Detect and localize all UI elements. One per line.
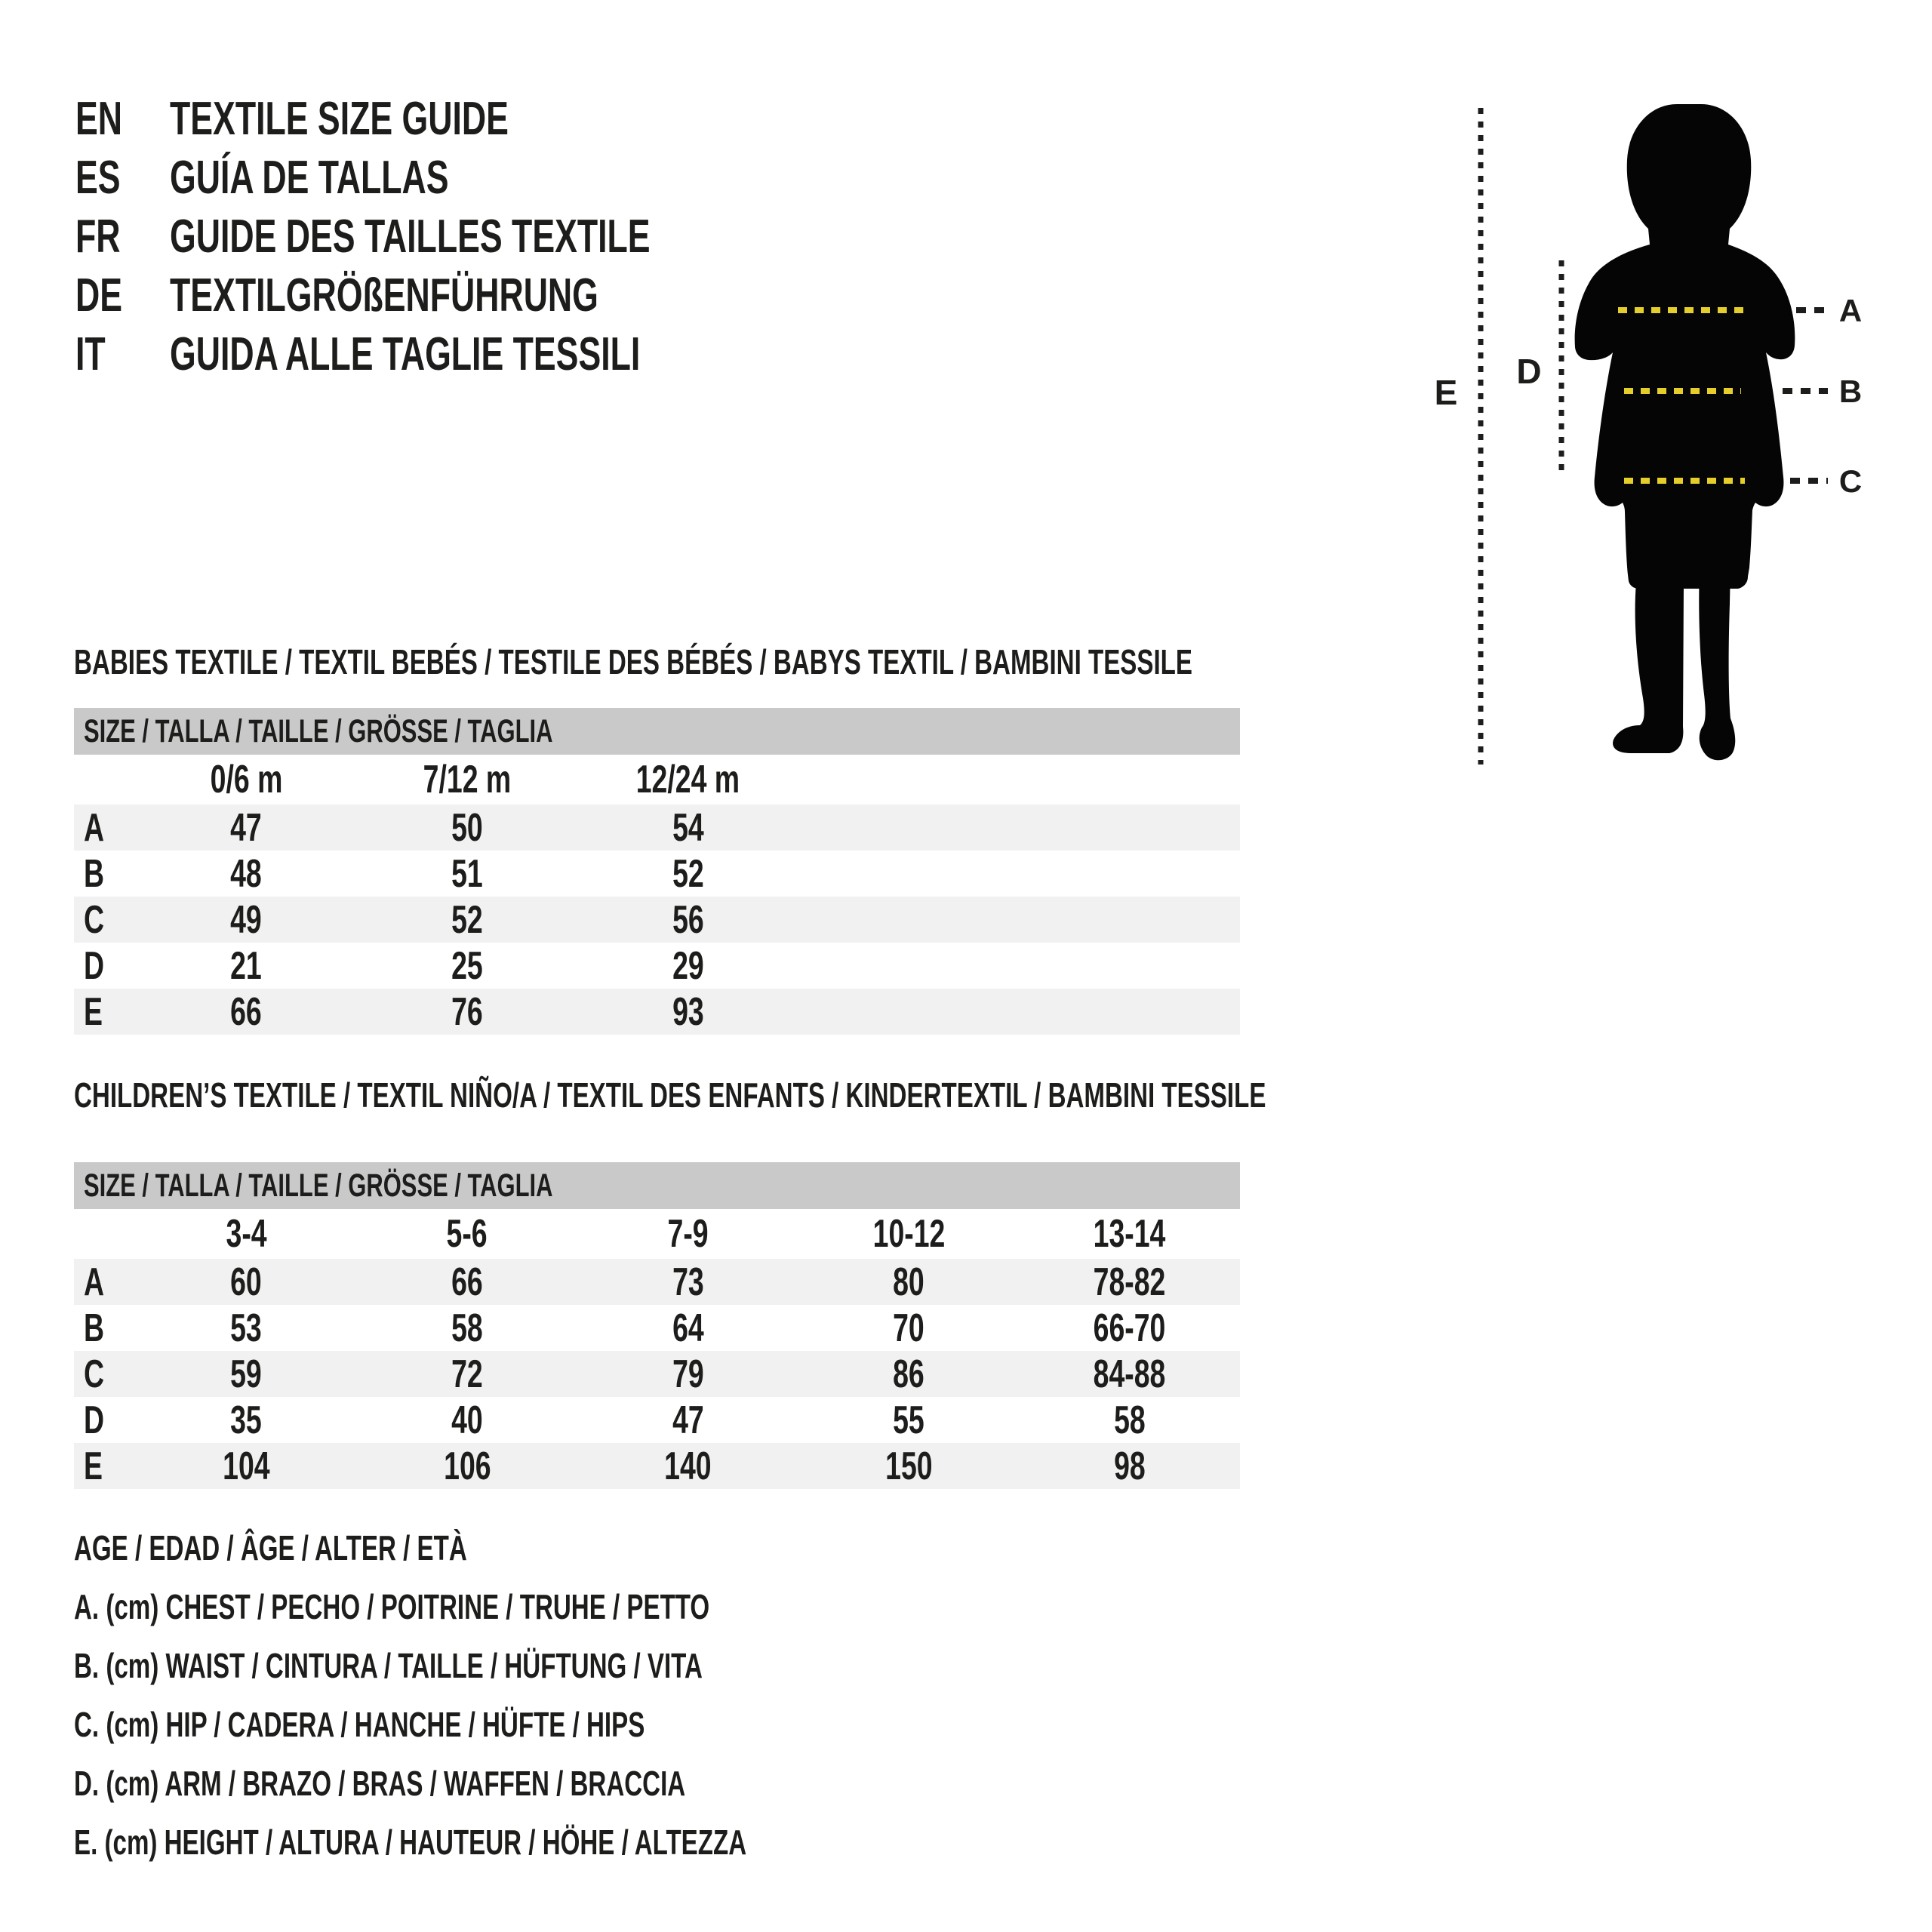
- table-columns-row: [74, 755, 1240, 804]
- language-code: ES: [75, 151, 121, 204]
- column-header: 7-9: [667, 1212, 709, 1256]
- table-row: [74, 1351, 1240, 1397]
- row-label: B: [84, 851, 105, 896]
- table-cell: 21: [230, 943, 263, 988]
- table-cell-empty: [1019, 755, 1240, 804]
- figure-label-b: B: [1838, 374, 1863, 409]
- measurement-legend: [74, 1518, 1008, 1872]
- legend-text: C. (cm) HIP / CADERA / HANCHE / HÜFTE / HIPS: [74, 1705, 645, 1744]
- table-cell: 58: [1113, 1398, 1146, 1442]
- table-cell-empty: [798, 755, 1020, 804]
- table-cell: 66-70: [1093, 1306, 1166, 1350]
- guide-title: GUIDE DES TAILLES TEXTILE: [170, 210, 651, 263]
- column-header: 7/12 m: [423, 758, 512, 801]
- table-cell: 66: [451, 1260, 483, 1304]
- table-row: [74, 989, 1240, 1035]
- legend-item: [74, 1813, 1008, 1872]
- table-row: [74, 1397, 1240, 1443]
- table-cell: 55: [893, 1398, 924, 1442]
- size-header-bar: SIZE / TALLA / TAILLE / GRÖSSE / TAGLIA: [74, 708, 1240, 755]
- table-cell: 98: [1113, 1444, 1146, 1488]
- table-cell-empty: [798, 989, 1020, 1035]
- column-header: 5-6: [446, 1212, 488, 1256]
- size-header-bar: SIZE / TALLA / TAILLE / GRÖSSE / TAGLIA: [74, 1162, 1240, 1209]
- table-cell-empty: [1019, 804, 1240, 851]
- row-label: E: [84, 989, 103, 1034]
- table-cell-empty: [74, 755, 136, 804]
- table-cell: 35: [230, 1398, 263, 1442]
- legend-item: [74, 1636, 1008, 1695]
- table-cell: 86: [893, 1352, 924, 1396]
- table-cell: 79: [672, 1352, 704, 1396]
- column-header: 3-4: [226, 1212, 267, 1256]
- guide-title: TEXTILGRÖßENFÜHRUNG: [170, 269, 598, 321]
- table-cell-empty: [798, 897, 1020, 943]
- row-label: D: [84, 943, 105, 988]
- language-code: EN: [75, 92, 123, 145]
- table-cell: 150: [884, 1444, 933, 1488]
- column-header: 13-14: [1093, 1212, 1166, 1256]
- row-label: A: [84, 1260, 105, 1304]
- table-cell-empty: [1019, 989, 1240, 1035]
- table-cell: 29: [672, 943, 704, 988]
- children-section-title: CHILDREN’S TEXTILE / TEXTIL NIÑO/A / TEXTIL DES ENFANTS / KINDERTEXTIL / BAMBINI TESSILE: [74, 1075, 1266, 1115]
- figure-label-e: E: [1434, 373, 1458, 412]
- table-cell: 84-88: [1093, 1352, 1166, 1396]
- table-cell: 51: [451, 851, 483, 896]
- legend-item: [74, 1695, 1008, 1754]
- table-cell: 60: [230, 1260, 263, 1304]
- table-columns-row: [74, 1209, 1240, 1259]
- guide-title: GUIDA ALLE TAGLIE TESSILI: [170, 328, 641, 380]
- figure-label-c: C: [1838, 463, 1863, 499]
- row-label: C: [84, 897, 105, 942]
- table-cell: 106: [443, 1444, 491, 1488]
- legend-text: D. (cm) ARM / BRAZO / BRAS / WAFFEN / BRACCIA: [74, 1764, 686, 1803]
- language-row: [75, 325, 837, 383]
- table-cell-empty: [798, 851, 1020, 897]
- child-silhouette-figure: [1381, 60, 1932, 800]
- table-cell: 80: [893, 1260, 924, 1304]
- row-label: D: [84, 1398, 105, 1442]
- table-cell: 93: [672, 989, 704, 1034]
- row-label: C: [84, 1352, 105, 1396]
- guide-title: TEXTILE SIZE GUIDE: [170, 92, 509, 145]
- row-label: E: [84, 1444, 103, 1488]
- table-cell: 72: [451, 1352, 483, 1396]
- babies-size-table: [74, 708, 1240, 1035]
- legend-item: [74, 1518, 1008, 1577]
- table-cell-empty: [74, 1209, 136, 1259]
- language-title-list: [75, 89, 837, 383]
- table-cell: 58: [451, 1306, 483, 1350]
- table-row: [74, 804, 1240, 851]
- guide-title: GUÍA DE TALLAS: [170, 151, 449, 204]
- column-header: 12/24 m: [635, 758, 740, 801]
- table-cell: 66: [230, 989, 263, 1034]
- table-cell-empty: [1019, 943, 1240, 989]
- row-label: B: [84, 1306, 105, 1350]
- table-cell-empty: [1019, 897, 1240, 943]
- children-size-table: [74, 1162, 1240, 1489]
- table-cell: 25: [451, 943, 483, 988]
- language-row: [75, 266, 837, 325]
- table-cell: 48: [230, 851, 263, 896]
- legend-text: B. (cm) WAIST / CINTURA / TAILLE / HÜFTUNG / VITA: [74, 1646, 703, 1685]
- table-cell: 140: [664, 1444, 712, 1488]
- figure-label-a: A: [1838, 293, 1863, 328]
- table-cell-empty: [798, 943, 1020, 989]
- table-row: [74, 897, 1240, 943]
- language-code: IT: [75, 328, 106, 380]
- table-cell: 54: [672, 805, 704, 850]
- table-cell: 53: [230, 1306, 263, 1350]
- language-row: [75, 207, 837, 266]
- language-row: [75, 148, 837, 207]
- table-cell: 70: [893, 1306, 924, 1350]
- legend-text: A. (cm) CHEST / PECHO / POITRINE / TRUHE / PETTO: [74, 1587, 710, 1626]
- table-row: [74, 1443, 1240, 1489]
- table-cell: 47: [230, 805, 263, 850]
- table-cell: 73: [672, 1260, 704, 1304]
- figure-label-d: D: [1516, 352, 1542, 391]
- table-row: [74, 1305, 1240, 1351]
- table-cell: 52: [672, 851, 704, 896]
- table-row: [74, 851, 1240, 897]
- column-header: 10-12: [872, 1212, 945, 1256]
- legend-item: [74, 1754, 1008, 1813]
- babies-section-title: BABIES TEXTILE / TEXTIL BEBÉS / TESTILE DES BÉBÉS / BABYS TEXTIL / BAMBINI TESSILE: [74, 642, 1193, 681]
- table-cell: 78-82: [1093, 1260, 1166, 1304]
- table-cell: 50: [451, 805, 483, 850]
- table-row: [74, 1259, 1240, 1305]
- language-row: [75, 89, 837, 148]
- table-cell: 56: [672, 897, 704, 942]
- table-cell: 49: [230, 897, 263, 942]
- table-cell: 52: [451, 897, 483, 942]
- table-cell: 47: [672, 1398, 704, 1442]
- table-cell: 40: [451, 1398, 483, 1442]
- language-code: FR: [75, 210, 121, 263]
- column-header: 0/6 m: [210, 758, 283, 801]
- table-cell-empty: [798, 804, 1020, 851]
- table-cell-empty: [1019, 851, 1240, 897]
- table-cell: 59: [230, 1352, 263, 1396]
- legend-text: E. (cm) HEIGHT / ALTURA / HAUTEUR / HÖHE / ALTEZZA: [74, 1823, 747, 1862]
- table-cell: 104: [223, 1444, 270, 1488]
- table-cell: 64: [672, 1306, 704, 1350]
- legend-item: [74, 1577, 1008, 1636]
- legend-text: AGE / EDAD / ÂGE / ALTER / ETÀ: [74, 1528, 467, 1567]
- language-code: DE: [75, 269, 123, 321]
- row-label: A: [84, 805, 105, 850]
- table-cell: 76: [451, 989, 483, 1034]
- table-row: [74, 943, 1240, 989]
